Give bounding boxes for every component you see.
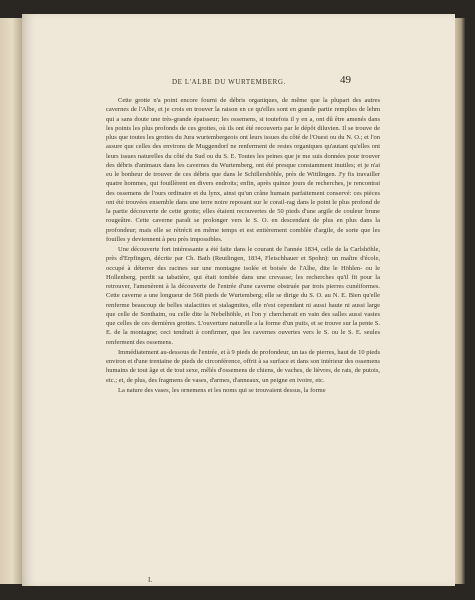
body-text (106, 96, 380, 395)
book-page (22, 14, 455, 586)
paragraph: Une découverte fort intéressante a été faite dans le courant de l'année 1834, celle de la Carlshöhle, près d'Erpfingen, décrite par Ch. Bath (Reutlingen, 1834, Fleischhauer et Spohn): un maître d'école, occupé à déterrer des racines sur une montagne isolée et boisée de l'Albe, dite le Höhlen- ou le Hollenberg, perdit sa tabatière, qui était tombée dans une crevasse; les recherches qu'il fit pour la retrouver, l'amenèrent à la découverte de l'entrée d'une caverne obstruée par trois pierres cunéiformes. Cette caverne a une longueur de 568 pieds de Wurtemberg; elle se dirige du S. O. au N. E. Bien qu'elle renferme beaucoup de belles stalactites et stalagmites, elle n'est cependant ni aussi haute ni aussi large que celle de Sonthaim, ou celle dite la Nebelhöhle, et l'on y chercherait en vain des salles aussi vastes que celles de ces dernières grottes. L'ouverture naturelle a la forme d'un puits, et se trouve sur la pente S. E. de la montagne; ceci tendrait à confirmer, que les cavernes ouvertes vers le S. ou le S. E. seules renferment des ossemens. (106, 246, 380, 346)
page-header (22, 76, 455, 90)
paragraph: Immédiatement au-dessous de l'entrée, et à 9 pieds de profondeur, un tas de pierres, haut de 10 pieds environ et d'une trentaine de pieds de circonférence, offrit à sa surface et dans son intérieur des ossemens humains de tout âge et de tout sexe, mêlés d'ossemens de chiens, de vaches, de lièvres, de rats, de putois, etc.; et, de plus, des fragmens de vases, d'armes, d'anneaux, un peigne en ivoire, etc. (106, 348, 380, 384)
page-number: 49 (340, 74, 351, 86)
facing-page-edge (0, 18, 22, 584)
page-block-edge (455, 18, 465, 584)
paragraph: La nature des vases, les ornemens et les noms qui se trouvaient dessus, la forme (118, 386, 326, 394)
signature-mark: I. (148, 576, 153, 584)
paragraph: Cette grotte n'a point encore fourni de débris organiques, de même que la plupart des autres cavernes de l'Albe, et je crois en trouver la raison en ce qu'elles sont en grande partie remplies de lehm qui a sans doute une très-grande épaisseur; les ossemens, si toutefois il y en a, ont dû être amenés dans les points les plus profonds de ces grottes, où ils ont été recouverts par le dépôt diluvien. Il se trouve de plus que toutes les grottes du Jura wurtembergeois ont leurs issues du côté de l'Ouest ou du N. O.; et l'on assure que celles des environs de Muggendorf ne renferment de restes organiques qu'autant qu'elles ont leurs issues naturelles du côté du Sud ou du S. E. Toutes les peines que je me suis données pour trouver des débris d'animaux dans les cavernes du Wurtemberg, ont été presque constamment inutiles; et je n'ai eu le bonheur de trouver de ces débris que dans le Schillershöhle, près de Wittlingen. J'y fis travailler quatre hommes, qui fouillèrent en divers endroits; enfin, après quinze jours de recherches, je rencontrai des ossemens de l'ours ordinaire et du lynx, ainsi qu'un crâne humain parfaitement conservé: ces pièces ont été trouvées ensemble dans une terre noire reposant sur le corail-rag dans le point le plus profond de la partie découverte de cette grotte; elles étaient recouvertes de 50 pieds d'une argile de couleur brune rougeâtre. Cette caverne paraît se prolonger vers le S. O. en descendant de plus en plus dans la profondeur; mais elle se rétrécit en même temps et est entièrement comblée d'argile, de sorte que les fouilles y deviennent à peu près impossibles. (106, 97, 380, 243)
running-head: DE L'ALBE DU WURTEMBERG. (172, 78, 286, 86)
